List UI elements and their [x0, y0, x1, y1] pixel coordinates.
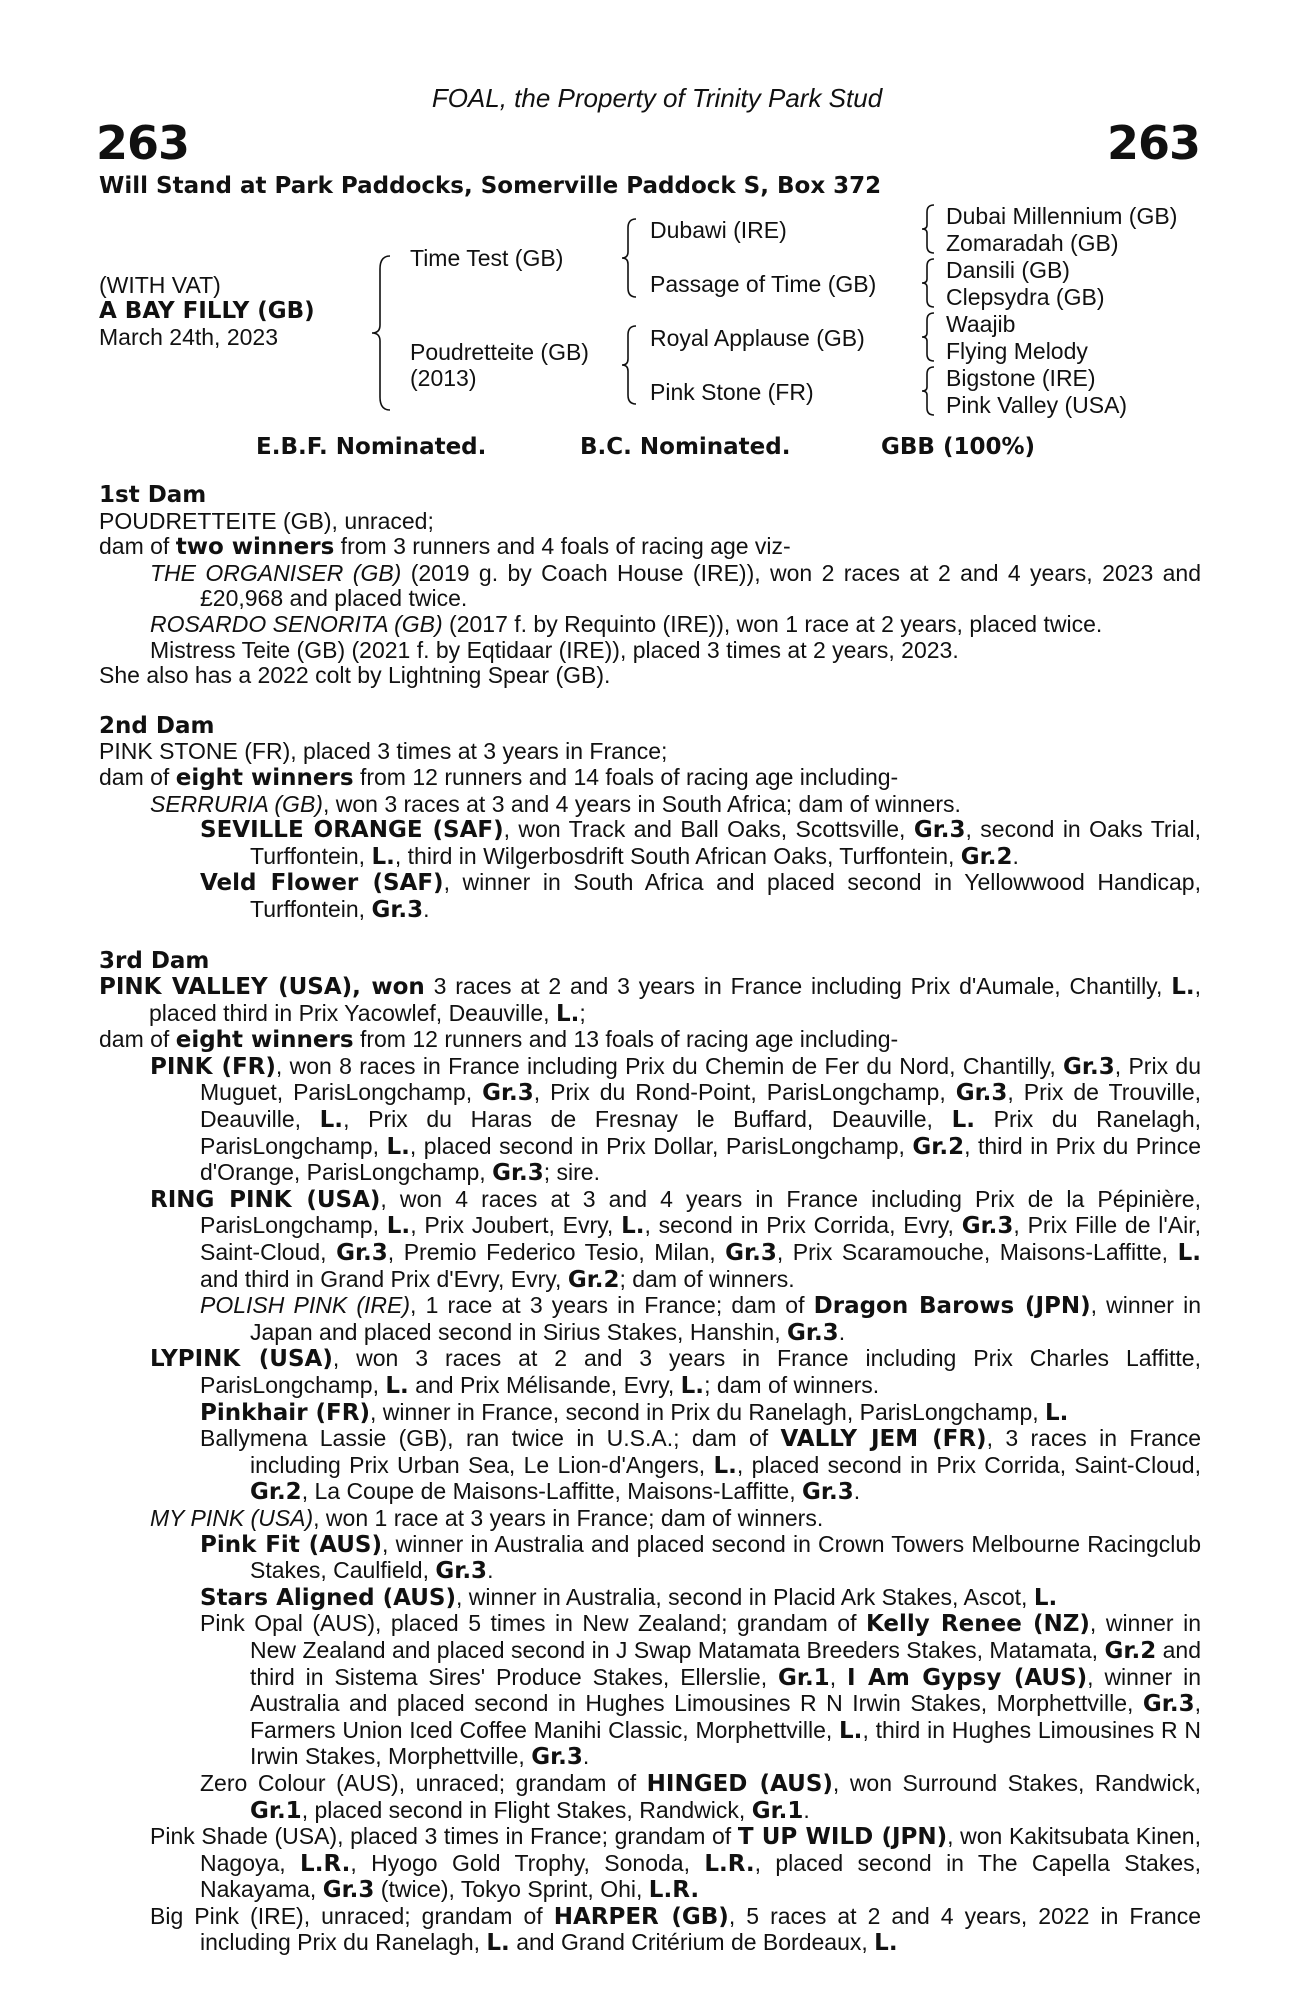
- grandparent-2: Zomaradah (GB): [946, 230, 1119, 256]
- first-dam-produce-line: dam of two winners from 3 runners and 4 foals of racing age viz-: [99, 533, 791, 561]
- offspring-pink-shade: Pink Shade (USA), placed 3 times in France; grandam of T UP WILD (JPN), won Kakitsubata Kinen, Nagoya, L.R., Hyogo Gold Trophy, Sonoda, L.R., placed second in The Capella Stakes, Nakayama, Gr.3 (twice), Tokyo Sprint, Ohi, L.R.: [150, 1823, 1202, 1904]
- first-dam-title: 1st Dam: [99, 482, 207, 508]
- offspring-ballymena-lassie: Ballymena Lassie (GB), ran twice in U.S.A.; dam of VALLY JEM (FR), 3 races in France including Prix Urban Sea, Le Lion-d'Angers, L., placed second in Prix Corrida, Saint-Cloud, Gr.2, La Coupe de Maisons-Laffitte, Maisons-Laffitte, Gr.3.: [200, 1425, 1202, 1506]
- offspring-ring-pink: RING PINK (USA), won 4 races at 3 and 4 years in France including Prix de la Pépinière, ParisLongchamp, L., Prix Joubert, Evry, L., second in Prix Corrida, Evry, Gr.3, Prix Fille de l'Air, Saint-Cloud, Gr.3, Premio Federico Tesio, Milan, Gr.3, Prix Scaramouche, Maisons-Laffitte, L. and third in Grand Prix d'Evry, Evry, Gr.2; dam of winners.: [150, 1185, 1201, 1293]
- offspring-lypink: LYPINK (USA), won 3 races at 2 and 3 years in France including Prix Charles Laffitte, ParisLongchamp, L. and Prix Mélisande, Evry, L.; dam of winners.: [150, 1345, 1201, 1399]
- page-header-title: FOAL, the Property of Trinity Park Stud: [431, 83, 883, 113]
- gbb-rating: GBB (100%): [881, 434, 1036, 460]
- grandparent-7: Bigstone (IRE): [946, 365, 1096, 391]
- brace-g3: [920, 312, 936, 362]
- dam-dam: Pink Stone (FR): [650, 379, 814, 405]
- third-dam-line: PINK VALLEY (USA), won 3 races at 2 and 3 years in France including Prix d'Aumale, Chantilly, L., placed third in Prix Yacowlef, Deauville, L.;: [99, 973, 1201, 1027]
- offspring-serruria: SERRURIA (GB), won 3 races at 3 and 4 years in South Africa; dam of winners.: [150, 790, 961, 817]
- sire-sire: Dubawi (IRE): [650, 217, 787, 243]
- foaled-date: March 24th, 2023: [99, 324, 279, 350]
- vat-label: (WITH VAT): [99, 272, 221, 298]
- ebf-nominated: E.B.F. Nominated.: [256, 434, 487, 460]
- sire-name: Time Test (GB): [410, 245, 564, 271]
- third-dam-title: 3rd Dam: [99, 947, 210, 974]
- grandparent-3: Dansili (GB): [946, 257, 1070, 283]
- offspring-stars-aligned: Stars Aligned (AUS), winner in Australia, second in Placid Ark Stakes, Ascot, L.: [200, 1583, 1058, 1611]
- second-dam-title: 2nd Dam: [99, 712, 215, 739]
- offspring-mistress-teite: Mistress Teite (GB) (2021 f. by Eqtidaar (IRE)), placed 3 times at 2 years, 2023.: [150, 636, 959, 663]
- first-dam-line: POUDRETTEITE (GB), unraced;: [99, 507, 434, 534]
- grandparent-5: Waajib: [946, 311, 1016, 337]
- horse-name: A BAY FILLY (GB): [99, 298, 315, 324]
- third-dam-produce-line: dam of eight winners from 12 runners and 13 foals of racing age including-: [99, 1026, 899, 1054]
- grandparent-8: Pink Valley (USA): [946, 392, 1128, 418]
- lot-number-left: 263: [96, 116, 190, 170]
- offspring-rosardo-senorita: ROSARDO SENORITA (GB) (2017 f. by Requinto (IRE)), won 1 race at 2 years, placed twice.: [150, 610, 1103, 637]
- offspring-seville-orange: SEVILLE ORANGE (SAF), won Track and Ball Oaks, Scottsville, Gr.3, second in Oaks Trial, Turffontein, L., third in Wilgerbosdrift South African Oaks, Turffontein, Gr.2.: [200, 816, 1201, 870]
- grandparent-6: Flying Melody: [946, 338, 1088, 364]
- sire-dam: Passage of Time (GB): [650, 271, 877, 297]
- offspring-zero-colour: Zero Colour (AUS), unraced; grandam of HINGED (AUS), won Surround Stakes, Randwick, Gr.1, placed second in Flight Stakes, Randwick, Gr.1.: [200, 1769, 1201, 1824]
- dam-name: Poudretteite (GB): [410, 339, 589, 365]
- brace-dam-parents: [620, 325, 638, 405]
- dam-year: (2013): [410, 365, 477, 391]
- second-dam-line: PINK STONE (FR), placed 3 times at 3 years in France;: [99, 738, 668, 765]
- offspring-big-pink: Big Pink (IRE), unraced; grandam of HARPER (GB), 5 races at 2 and 4 years, 2022 in France including Prix du Ranelagh, L. and Grand Critérium de Bordeaux, L.: [150, 1902, 1201, 1957]
- brace-sire-parents: [620, 218, 638, 298]
- offspring-pink-opal: Pink Opal (AUS), placed 5 times in New Zealand; grandam of Kelly Renee (NZ), winner in New Zealand and placed second in J Swap Matamata Breeders Stakes, Matamata, Gr.2 and third in Sistema Sires' Produce Stakes, Ellerslie, Gr.1, I Am Gypsy (AUS), winner in Australia and placed second in Hughes Limousines R N Irwin Stakes, Morphettville, Gr.3, Farmers Union Iced Coffee Manihi Classic, Morphettville, L., third in Hughes Limousines R N Irwin Stakes, Morphettville, Gr.3.: [200, 1610, 1202, 1771]
- offspring-the-organiser: THE ORGANISER (GB) (2019 g. by Coach House (IRE)), won 2 races at 2 and 4 years, 2023 and £20,968 and placed twice.: [150, 559, 1201, 612]
- brace-g2: [920, 258, 936, 308]
- bc-nominated: B.C. Nominated.: [580, 434, 791, 460]
- lot-number-right: 263: [1106, 116, 1200, 170]
- offspring-polish-pink: POLISH PINK (IRE), 1 race at 3 years in France; dam of Dragon Barows (JPN), winner in Japan and placed second in Sirius Stakes, Hanshin, Gr.3.: [200, 1292, 1202, 1346]
- offspring-pink: PINK (FR), won 8 races in France including Prix du Chemin de Fer du Nord, Chantilly, Gr.3, Prix du Muguet, ParisLongchamp, Gr.3, Prix du Rond-Point, ParisLongchamp, Gr.3, Prix de Trouville, Deauville, L., Prix du Haras de Fresnay le Buffard, Deauville, L. Prix du Ranelagh, ParisLongchamp, L., placed second in Prix Dollar, ParisLongchamp, Gr.2, third in Prix du Prince d'Orange, ParisLongchamp, Gr.3; sire.: [150, 1052, 1201, 1187]
- grandparent-4: Clepsydra (GB): [946, 284, 1105, 310]
- family-details: [99, 483, 1201, 1957]
- offspring-my-pink: MY PINK (USA), won 1 race at 3 years in France; dam of winners.: [150, 1504, 824, 1531]
- brace-g4: [920, 366, 936, 416]
- offspring-veld-flower: Veld Flower (SAF), winner in South Africa and placed second in Yellowwood Handicap, Turffontein, Gr.3.: [200, 869, 1201, 923]
- offspring-pink-fit: Pink Fit (AUS), winner in Australia and placed second in Crown Towers Melbourne Racingclub Stakes, Caulfield, Gr.3.: [200, 1530, 1202, 1585]
- offspring-pinkhair: Pinkhair (FR), winner in France, second in Prix du Ranelagh, ParisLongchamp, L.: [200, 1398, 1069, 1426]
- first-dam-also: She also has a 2022 colt by Lightning Spear (GB).: [99, 662, 611, 689]
- second-dam-produce-line: dam of eight winners from 12 runners and 14 foals of racing age including-: [99, 763, 899, 791]
- brace-parents: [370, 255, 392, 411]
- dam-sire: Royal Applause (GB): [650, 325, 865, 351]
- grandparent-1: Dubai Millennium (GB): [946, 203, 1178, 229]
- brace-g1: [920, 204, 936, 254]
- stand-info: Will Stand at Park Paddocks, Somerville Paddock S, Box 372: [99, 173, 882, 199]
